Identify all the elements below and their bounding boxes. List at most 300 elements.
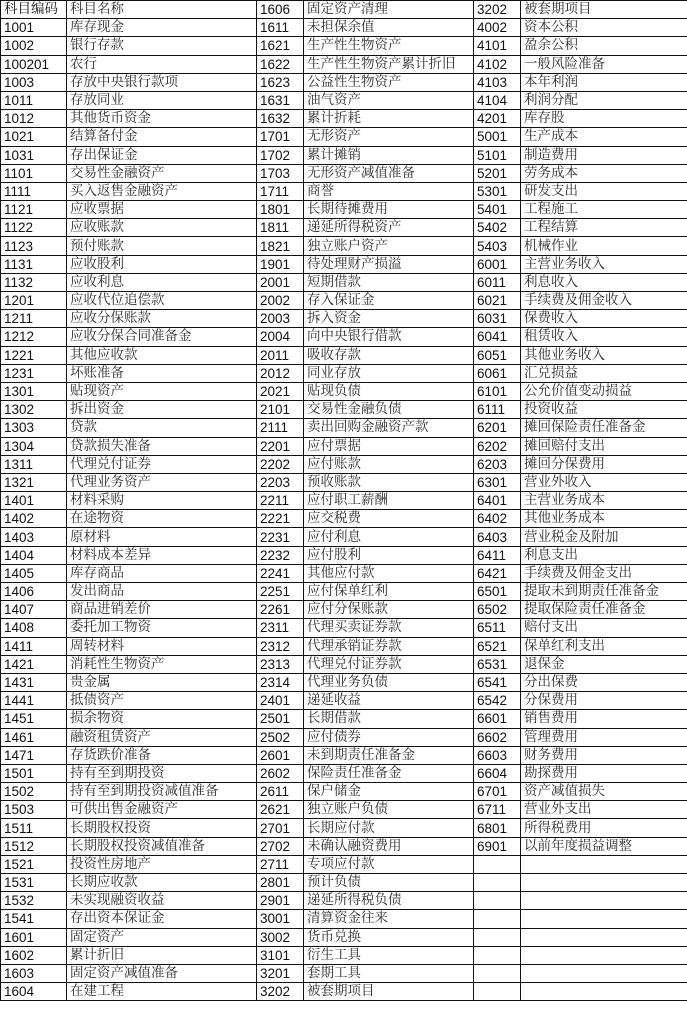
account-name-cell[interactable]: 持有至到期投资 (67, 764, 257, 782)
account-code-cell[interactable]: 2313 (257, 655, 304, 673)
account-code-cell[interactable]: 1321 (1, 473, 67, 491)
account-name-cell[interactable]: 长期应收款 (67, 874, 257, 892)
account-name-cell[interactable]: 租赁收入 (521, 328, 687, 346)
account-name-cell[interactable]: 其他应付款 (304, 564, 474, 582)
account-name-cell[interactable]: 分出保费 (521, 673, 687, 691)
account-code-cell[interactable]: 6001 (474, 255, 521, 273)
account-code-cell[interactable]: 6701 (474, 783, 521, 801)
account-code-cell[interactable]: 2211 (257, 492, 304, 510)
account-name-cell[interactable]: 应付账款 (304, 455, 474, 473)
account-name-cell[interactable]: 贴现负债 (304, 382, 474, 400)
account-name-cell[interactable]: 保险责任准备金 (304, 764, 474, 782)
account-code-cell[interactable]: 6401 (474, 492, 521, 510)
account-name-cell[interactable]: 营业税金及附加 (521, 528, 687, 546)
account-code-cell[interactable]: 6541 (474, 673, 521, 691)
account-name-cell[interactable]: 应付利息 (304, 528, 474, 546)
account-name-cell[interactable]: 其他应收款 (67, 346, 257, 364)
account-code-cell[interactable]: 1101 (1, 164, 67, 182)
account-name-cell[interactable]: 应收股利 (67, 255, 257, 273)
account-code-cell[interactable]: 1502 (1, 783, 67, 801)
account-code-cell[interactable]: 6901 (474, 837, 521, 855)
account-name-cell[interactable]: 被套期项目 (304, 983, 474, 1001)
account-code-cell[interactable]: 1901 (257, 255, 304, 273)
account-code-cell[interactable]: 2201 (257, 437, 304, 455)
account-code-cell[interactable]: 1611 (257, 19, 304, 37)
account-code-cell[interactable]: 1631 (257, 91, 304, 109)
account-name-cell[interactable]: 递延所得税负债 (304, 892, 474, 910)
account-name-cell[interactable]: 所得税费用 (521, 819, 687, 837)
account-name-cell[interactable]: 保户储金 (304, 783, 474, 801)
account-code-cell[interactable]: 2801 (257, 874, 304, 892)
account-name-cell[interactable]: 代理兑付证券 (67, 455, 257, 473)
account-code-cell[interactable]: 2012 (257, 364, 304, 382)
account-name-cell[interactable]: 未担保余值 (304, 19, 474, 37)
account-name-cell[interactable]: 其他货币资金 (67, 110, 257, 128)
account-code-cell[interactable]: 1601 (1, 928, 67, 946)
account-code-cell[interactable]: 1701 (257, 128, 304, 146)
account-code-cell[interactable]: 6602 (474, 728, 521, 746)
account-code-cell[interactable]: 1421 (1, 655, 67, 673)
account-code-cell[interactable]: 2261 (257, 601, 304, 619)
account-code-cell[interactable]: 6542 (474, 692, 521, 710)
account-code-cell[interactable]: 2314 (257, 673, 304, 691)
account-name-cell[interactable]: 委托加工物资 (67, 619, 257, 637)
account-name-cell[interactable] (521, 983, 687, 1001)
account-code-cell[interactable] (474, 928, 521, 946)
account-code-cell[interactable]: 1702 (257, 146, 304, 164)
account-code-cell[interactable]: 1311 (1, 455, 67, 473)
account-code-cell[interactable]: 100201 (1, 55, 67, 73)
account-code-cell[interactable]: 5402 (474, 219, 521, 237)
account-code-cell[interactable]: 1111 (1, 182, 67, 200)
account-name-cell[interactable] (521, 855, 687, 873)
account-code-cell[interactable]: 1121 (1, 201, 67, 219)
account-code-cell[interactable]: 6111 (474, 401, 521, 419)
account-code-cell[interactable]: 1621 (257, 37, 304, 55)
account-name-cell[interactable]: 农行 (67, 55, 257, 73)
account-name-cell[interactable]: 应收代位追偿款 (67, 292, 257, 310)
account-name-cell[interactable]: 保费收入 (521, 310, 687, 328)
account-name-cell[interactable]: 可供出售金融资产 (67, 801, 257, 819)
account-code-cell[interactable]: 5101 (474, 146, 521, 164)
account-code-cell[interactable]: 2003 (257, 310, 304, 328)
account-name-cell[interactable]: 盈余公积 (521, 37, 687, 55)
account-name-cell[interactable] (521, 946, 687, 964)
account-name-cell[interactable]: 交易性金融负债 (304, 401, 474, 419)
account-name-cell[interactable]: 递延收益 (304, 692, 474, 710)
account-code-cell[interactable]: 2001 (257, 273, 304, 291)
account-code-cell[interactable]: 6521 (474, 637, 521, 655)
account-name-cell[interactable]: 拆出资金 (67, 401, 257, 419)
account-name-cell[interactable]: 退保金 (521, 655, 687, 673)
account-code-cell[interactable]: 1403 (1, 528, 67, 546)
account-code-cell[interactable]: 1211 (1, 310, 67, 328)
account-name-cell[interactable]: 应收账款 (67, 219, 257, 237)
account-code-cell[interactable]: 1471 (1, 746, 67, 764)
account-name-cell[interactable]: 持有至到期投资减值准备 (67, 783, 257, 801)
account-code-cell[interactable]: 1221 (1, 346, 67, 364)
account-name-cell[interactable] (521, 964, 687, 982)
account-code-cell[interactable]: 1405 (1, 564, 67, 582)
account-name-cell[interactable]: 在途物资 (67, 510, 257, 528)
account-name-cell[interactable]: 财务费用 (521, 746, 687, 764)
account-name-cell[interactable]: 贵金属 (67, 673, 257, 691)
account-name-cell[interactable]: 原材料 (67, 528, 257, 546)
account-name-cell[interactable]: 应付职工薪酬 (304, 492, 474, 510)
account-code-cell[interactable]: 1501 (1, 764, 67, 782)
account-name-cell[interactable]: 主营业务成本 (521, 492, 687, 510)
account-name-cell[interactable]: 商品进销差价 (67, 601, 257, 619)
account-name-cell[interactable]: 吸收存款 (304, 346, 474, 364)
account-code-cell[interactable]: 1602 (1, 946, 67, 964)
account-code-cell[interactable]: 1531 (1, 874, 67, 892)
account-name-cell[interactable]: 未实现融资收益 (67, 892, 257, 910)
account-name-cell[interactable]: 其他业务收入 (521, 346, 687, 364)
account-name-cell[interactable] (521, 928, 687, 946)
account-code-cell[interactable]: 6601 (474, 710, 521, 728)
account-code-cell[interactable]: 3202 (474, 1, 521, 19)
account-code-cell[interactable]: 4102 (474, 55, 521, 73)
account-name-cell[interactable]: 利润分配 (521, 91, 687, 109)
account-name-cell[interactable]: 独立账户资产 (304, 237, 474, 255)
account-code-cell[interactable]: 4101 (474, 37, 521, 55)
account-name-cell[interactable] (521, 892, 687, 910)
account-code-cell[interactable]: 1132 (1, 273, 67, 291)
account-name-cell[interactable]: 应收票据 (67, 201, 257, 219)
account-name-cell[interactable]: 无形资产 (304, 128, 474, 146)
account-name-cell[interactable]: 衍生工具 (304, 946, 474, 964)
account-name-cell[interactable]: 被套期项目 (521, 1, 687, 19)
account-name-cell[interactable]: 应付保单红利 (304, 583, 474, 601)
account-name-cell[interactable]: 贷款 (67, 419, 257, 437)
account-name-cell[interactable]: 应付票据 (304, 437, 474, 455)
account-name-cell[interactable]: 应付债券 (304, 728, 474, 746)
account-name-cell[interactable]: 发出商品 (67, 583, 257, 601)
account-name-cell[interactable]: 长期应付款 (304, 819, 474, 837)
account-name-cell[interactable]: 工程结算 (521, 219, 687, 237)
account-code-cell[interactable]: 6403 (474, 528, 521, 546)
account-code-cell[interactable]: 2711 (257, 855, 304, 873)
account-name-cell[interactable]: 制造费用 (521, 146, 687, 164)
account-name-cell[interactable]: 库存现金 (67, 19, 257, 37)
account-name-cell[interactable]: 代理业务负债 (304, 673, 474, 691)
account-code-cell[interactable]: 6061 (474, 364, 521, 382)
account-name-cell[interactable]: 生产性生物资产累计折旧 (304, 55, 474, 73)
account-name-cell[interactable]: 劳务成本 (521, 164, 687, 182)
account-name-cell[interactable]: 公益性生物资产 (304, 73, 474, 91)
account-code-cell[interactable]: 6041 (474, 328, 521, 346)
account-code-cell[interactable]: 6711 (474, 801, 521, 819)
account-code-cell[interactable]: 1212 (1, 328, 67, 346)
account-name-cell[interactable]: 套期工具 (304, 964, 474, 982)
account-name-cell[interactable]: 库存股 (521, 110, 687, 128)
account-code-cell[interactable]: 2021 (257, 382, 304, 400)
account-name-cell[interactable]: 生产性生物资产 (304, 37, 474, 55)
account-code-cell[interactable]: 2111 (257, 419, 304, 437)
account-code-cell[interactable]: 1131 (1, 255, 67, 273)
account-code-cell[interactable]: 2621 (257, 801, 304, 819)
account-name-cell[interactable]: 手续费及佣金支出 (521, 564, 687, 582)
account-name-cell[interactable]: 油气资产 (304, 91, 474, 109)
account-name-cell[interactable]: 赔付支出 (521, 619, 687, 637)
account-code-cell[interactable]: 2401 (257, 692, 304, 710)
account-name-cell[interactable]: 周转材料 (67, 637, 257, 655)
account-name-cell[interactable]: 存出保证金 (67, 146, 257, 164)
account-code-cell[interactable]: 2701 (257, 819, 304, 837)
account-code-cell[interactable]: 1402 (1, 510, 67, 528)
account-name-cell[interactable]: 清算资金往来 (304, 910, 474, 928)
account-name-cell[interactable]: 融资租赁资产 (67, 728, 257, 746)
account-code-cell[interactable]: 1801 (257, 201, 304, 219)
account-name-cell[interactable]: 摊回分保费用 (521, 455, 687, 473)
account-code-cell[interactable]: 5001 (474, 128, 521, 146)
account-name-cell[interactable]: 一般风险准备 (521, 55, 687, 73)
account-code-cell[interactable]: 1606 (257, 1, 304, 19)
account-name-cell[interactable]: 向中央银行借款 (304, 328, 474, 346)
account-name-cell[interactable]: 材料成本差异 (67, 546, 257, 564)
account-code-cell[interactable]: 1512 (1, 837, 67, 855)
account-code-cell[interactable]: 1011 (1, 91, 67, 109)
account-code-cell[interactable]: 2501 (257, 710, 304, 728)
account-code-cell[interactable]: 1122 (1, 219, 67, 237)
account-name-cell[interactable]: 专项应付款 (304, 855, 474, 873)
account-code-cell[interactable]: 6203 (474, 455, 521, 473)
account-name-cell[interactable]: 利息支出 (521, 546, 687, 564)
account-code-cell[interactable]: 4103 (474, 73, 521, 91)
account-name-cell[interactable]: 资本公积 (521, 19, 687, 37)
account-name-cell[interactable]: 研发支出 (521, 182, 687, 200)
account-name-cell[interactable]: 坏账准备 (67, 364, 257, 382)
account-name-cell[interactable]: 本年利润 (521, 73, 687, 91)
account-code-cell[interactable]: 6501 (474, 583, 521, 601)
account-name-cell[interactable]: 递延所得税资产 (304, 219, 474, 237)
account-name-cell[interactable]: 存放同业 (67, 91, 257, 109)
account-code-cell[interactable]: 6202 (474, 437, 521, 455)
account-name-cell[interactable]: 累计摊销 (304, 146, 474, 164)
account-code-cell[interactable]: 1503 (1, 801, 67, 819)
account-name-cell[interactable]: 抵债资产 (67, 692, 257, 710)
account-name-cell[interactable]: 营业外支出 (521, 801, 687, 819)
account-code-cell[interactable]: 1521 (1, 855, 67, 873)
account-name-cell[interactable]: 待处理财产损溢 (304, 255, 474, 273)
account-name-cell[interactable]: 手续费及佣金收入 (521, 292, 687, 310)
account-code-cell[interactable] (474, 983, 521, 1001)
account-name-cell[interactable]: 无形资产减值准备 (304, 164, 474, 182)
account-name-cell[interactable]: 应收利息 (67, 273, 257, 291)
account-name-cell[interactable]: 资产减值损失 (521, 783, 687, 801)
account-code-cell[interactable]: 2002 (257, 292, 304, 310)
account-code-cell[interactable]: 6031 (474, 310, 521, 328)
account-name-cell[interactable]: 在建工程 (67, 983, 257, 1001)
account-code-cell[interactable]: 3002 (257, 928, 304, 946)
account-code-cell[interactable]: 1441 (1, 692, 67, 710)
account-code-cell[interactable]: 3101 (257, 946, 304, 964)
account-name-cell[interactable]: 买入返售金融资产 (67, 182, 257, 200)
account-code-cell[interactable]: 2004 (257, 328, 304, 346)
account-code-cell[interactable]: 2702 (257, 837, 304, 855)
account-code-cell[interactable]: 6051 (474, 346, 521, 364)
account-code-cell[interactable]: 6421 (474, 564, 521, 582)
account-code-cell[interactable]: 6021 (474, 292, 521, 310)
account-name-cell[interactable]: 勘探费用 (521, 764, 687, 782)
account-code-cell[interactable]: 1431 (1, 673, 67, 691)
account-code-cell[interactable]: 3202 (257, 983, 304, 1001)
account-code-cell[interactable]: 2901 (257, 892, 304, 910)
account-code-cell[interactable]: 1302 (1, 401, 67, 419)
account-code-cell[interactable]: 1012 (1, 110, 67, 128)
account-name-cell[interactable]: 利息收入 (521, 273, 687, 291)
account-name-cell[interactable]: 分保费用 (521, 692, 687, 710)
account-code-cell[interactable]: 1603 (1, 964, 67, 982)
account-name-cell[interactable]: 商誉 (304, 182, 474, 200)
account-code-cell[interactable]: 6801 (474, 819, 521, 837)
account-name-cell[interactable] (521, 910, 687, 928)
account-code-cell[interactable]: 2011 (257, 346, 304, 364)
account-code-cell[interactable]: 1711 (257, 182, 304, 200)
account-code-cell[interactable]: 6604 (474, 764, 521, 782)
account-code-cell[interactable] (474, 946, 521, 964)
account-name-cell[interactable]: 投资性房地产 (67, 855, 257, 873)
account-name-cell[interactable] (521, 874, 687, 892)
account-code-cell[interactable]: 1622 (257, 55, 304, 73)
account-code-cell[interactable]: 1123 (1, 237, 67, 255)
account-code-cell[interactable]: 1021 (1, 128, 67, 146)
account-name-cell[interactable]: 存货跌价准备 (67, 746, 257, 764)
account-code-cell[interactable]: 2312 (257, 637, 304, 655)
account-name-cell[interactable]: 应付股利 (304, 546, 474, 564)
account-name-cell[interactable]: 汇兑损益 (521, 364, 687, 382)
account-name-cell[interactable]: 预计负债 (304, 874, 474, 892)
account-code-cell[interactable]: 1031 (1, 146, 67, 164)
account-name-cell[interactable]: 主营业务收入 (521, 255, 687, 273)
account-code-cell[interactable]: 1003 (1, 73, 67, 91)
account-name-cell[interactable]: 卖出回购金融资产款 (304, 419, 474, 437)
account-name-cell[interactable]: 固定资产清理 (304, 1, 474, 19)
account-name-cell[interactable]: 长期待摊费用 (304, 201, 474, 219)
account-name-cell[interactable]: 预付账款 (67, 237, 257, 255)
account-code-cell[interactable]: 5301 (474, 182, 521, 200)
account-name-cell[interactable]: 应交税费 (304, 510, 474, 528)
account-code-cell[interactable]: 3001 (257, 910, 304, 928)
account-code-cell[interactable] (474, 874, 521, 892)
account-code-cell[interactable]: 1632 (257, 110, 304, 128)
account-code-cell[interactable]: 1001 (1, 19, 67, 37)
account-code-cell[interactable]: 4201 (474, 110, 521, 128)
account-name-cell[interactable]: 预收账款 (304, 473, 474, 491)
account-code-cell[interactable]: 5401 (474, 201, 521, 219)
account-name-cell[interactable]: 销售费用 (521, 710, 687, 728)
account-name-cell[interactable]: 未到期责任准备金 (304, 746, 474, 764)
account-name-cell[interactable]: 生产成本 (521, 128, 687, 146)
account-name-cell[interactable]: 摊回保险责任准备金 (521, 419, 687, 437)
account-code-cell[interactable] (474, 855, 521, 873)
account-name-cell[interactable]: 公允价值变动损益 (521, 382, 687, 400)
account-name-cell[interactable]: 投资收益 (521, 401, 687, 419)
account-name-cell[interactable]: 工程施工 (521, 201, 687, 219)
account-name-cell[interactable]: 存入保证金 (304, 292, 474, 310)
account-code-cell[interactable]: 1451 (1, 710, 67, 728)
account-name-cell[interactable]: 代理业务资产 (67, 473, 257, 491)
account-name-cell[interactable]: 代理买卖证券款 (304, 619, 474, 637)
account-name-cell[interactable]: 存出资本保证金 (67, 910, 257, 928)
account-code-cell[interactable]: 2502 (257, 728, 304, 746)
account-code-cell[interactable]: 1201 (1, 292, 67, 310)
account-code-cell[interactable]: 2611 (257, 783, 304, 801)
account-code-cell[interactable]: 1811 (257, 219, 304, 237)
header-name[interactable]: 科目名称 (67, 1, 257, 19)
account-name-cell[interactable]: 银行存款 (67, 37, 257, 55)
account-code-cell[interactable]: 4104 (474, 91, 521, 109)
account-code-cell[interactable]: 1303 (1, 419, 67, 437)
account-code-cell[interactable]: 2221 (257, 510, 304, 528)
account-code-cell[interactable]: 6511 (474, 619, 521, 637)
account-code-cell[interactable]: 1703 (257, 164, 304, 182)
account-code-cell[interactable]: 6101 (474, 382, 521, 400)
account-code-cell[interactable]: 1408 (1, 619, 67, 637)
account-code-cell[interactable]: 6531 (474, 655, 521, 673)
header-code[interactable]: 科目编码 (1, 1, 67, 19)
account-code-cell[interactable]: 2602 (257, 764, 304, 782)
account-code-cell[interactable]: 2232 (257, 546, 304, 564)
account-name-cell[interactable]: 保单红利支出 (521, 637, 687, 655)
account-name-cell[interactable]: 代理兑付证券款 (304, 655, 474, 673)
account-code-cell[interactable]: 2311 (257, 619, 304, 637)
account-code-cell[interactable]: 1541 (1, 910, 67, 928)
account-name-cell[interactable]: 长期股权投资 (67, 819, 257, 837)
account-name-cell[interactable]: 应付分保账款 (304, 601, 474, 619)
account-name-cell[interactable]: 代理承销证券款 (304, 637, 474, 655)
account-code-cell[interactable]: 1401 (1, 492, 67, 510)
account-code-cell[interactable]: 1532 (1, 892, 67, 910)
account-code-cell[interactable]: 1301 (1, 382, 67, 400)
account-name-cell[interactable]: 独立账户负债 (304, 801, 474, 819)
account-name-cell[interactable]: 营业外收入 (521, 473, 687, 491)
account-name-cell[interactable]: 库存商品 (67, 564, 257, 582)
account-name-cell[interactable]: 未确认融资费用 (304, 837, 474, 855)
account-name-cell[interactable]: 应收分保账款 (67, 310, 257, 328)
account-code-cell[interactable] (474, 892, 521, 910)
account-name-cell[interactable]: 累计折耗 (304, 110, 474, 128)
account-code-cell[interactable]: 6201 (474, 419, 521, 437)
account-name-cell[interactable]: 固定资产减值准备 (67, 964, 257, 982)
account-name-cell[interactable]: 其他业务成本 (521, 510, 687, 528)
account-code-cell[interactable]: 1411 (1, 637, 67, 655)
account-code-cell[interactable]: 6011 (474, 273, 521, 291)
account-name-cell[interactable]: 提取未到期责任准备金 (521, 583, 687, 601)
account-name-cell[interactable]: 以前年度损益调整 (521, 837, 687, 855)
account-code-cell[interactable]: 1511 (1, 819, 67, 837)
account-name-cell[interactable]: 管理费用 (521, 728, 687, 746)
account-code-cell[interactable]: 2251 (257, 583, 304, 601)
account-name-cell[interactable]: 应收分保合同准备金 (67, 328, 257, 346)
account-name-cell[interactable]: 拆入资金 (304, 310, 474, 328)
account-code-cell[interactable]: 1623 (257, 73, 304, 91)
account-code-cell[interactable]: 5403 (474, 237, 521, 255)
account-name-cell[interactable]: 机械作业 (521, 237, 687, 255)
account-name-cell[interactable]: 摊回赔付支出 (521, 437, 687, 455)
account-code-cell[interactable]: 2601 (257, 746, 304, 764)
account-code-cell[interactable]: 5201 (474, 164, 521, 182)
account-name-cell[interactable]: 长期股权投资减值准备 (67, 837, 257, 855)
account-code-cell[interactable]: 1304 (1, 437, 67, 455)
account-name-cell[interactable]: 固定资产 (67, 928, 257, 946)
account-name-cell[interactable]: 结算备付金 (67, 128, 257, 146)
account-name-cell[interactable]: 交易性金融资产 (67, 164, 257, 182)
account-code-cell[interactable]: 6603 (474, 746, 521, 764)
account-code-cell[interactable]: 2231 (257, 528, 304, 546)
account-code-cell[interactable]: 1821 (257, 237, 304, 255)
account-code-cell[interactable]: 2203 (257, 473, 304, 491)
